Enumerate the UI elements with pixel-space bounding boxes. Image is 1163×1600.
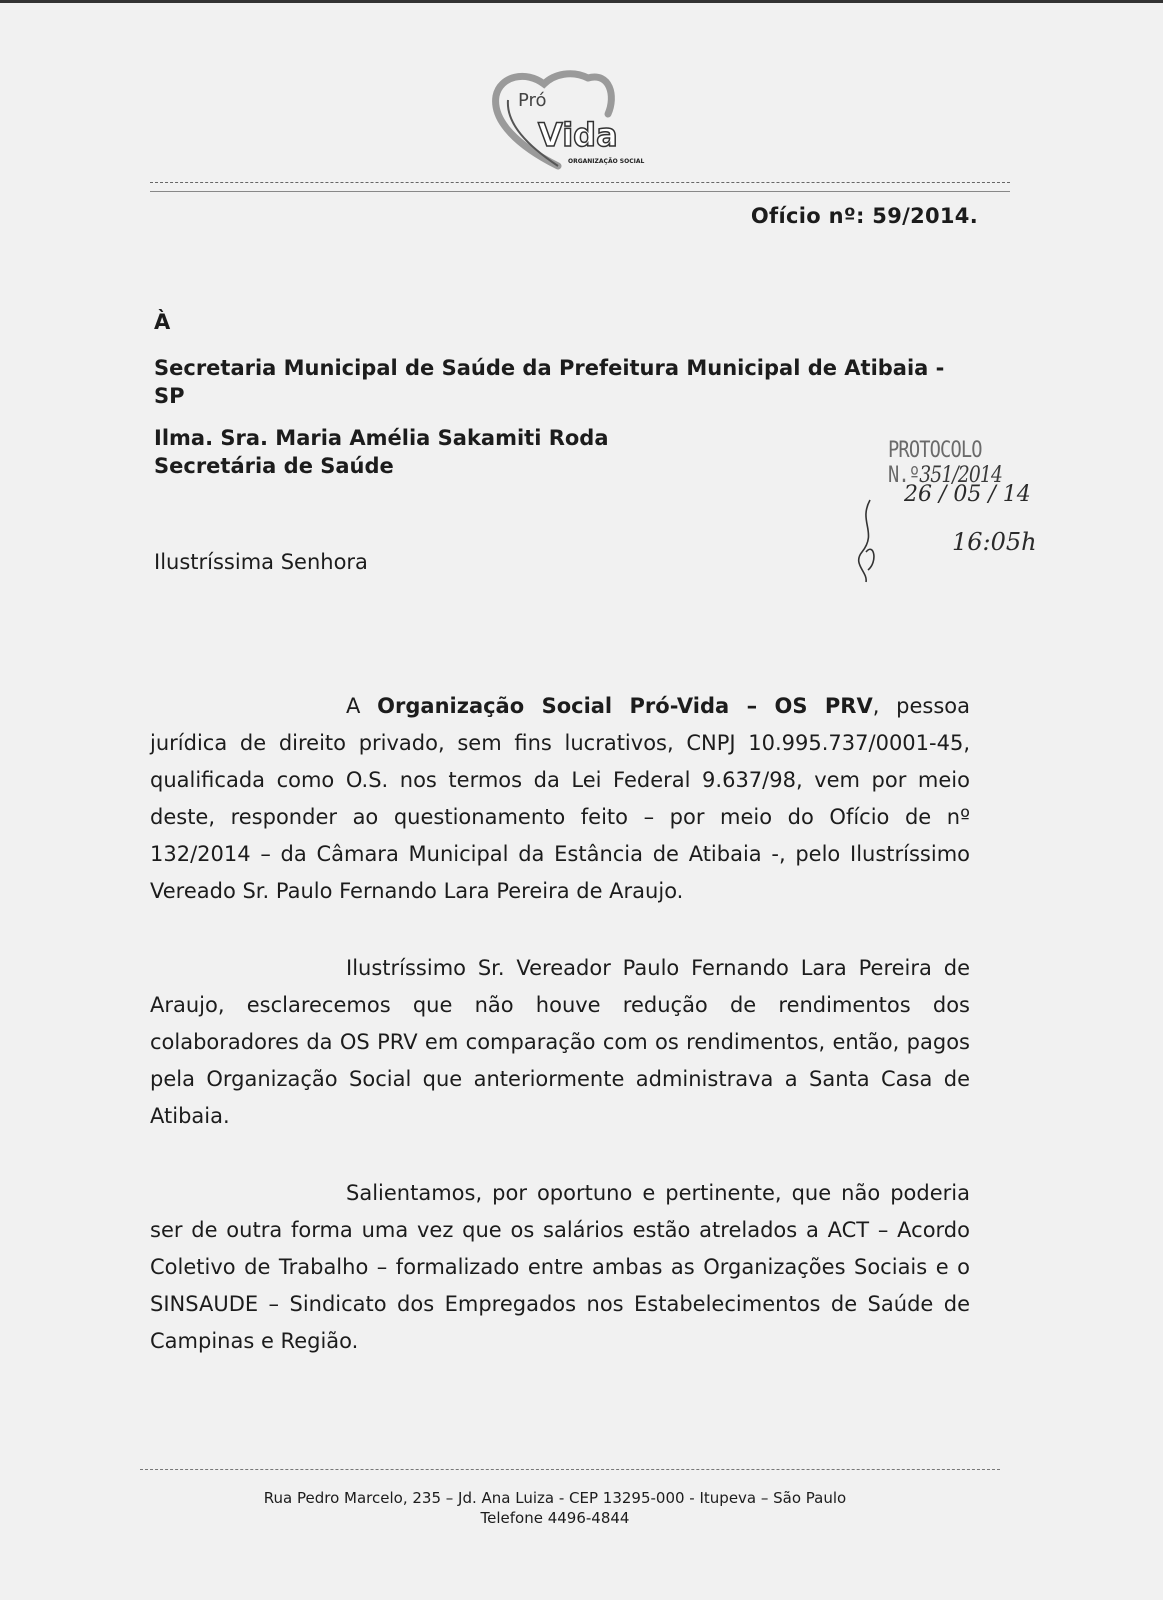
scan-top-edge: [0, 0, 1163, 3]
header-rule: [150, 191, 1010, 192]
footer-address: Rua Pedro Marcelo, 235 – Jd. Ana Luiza - CEP 13295-000 - Itupeva – São Paulo: [263, 1489, 847, 1507]
protocol-stamp: [848, 432, 1138, 592]
paragraph-2: Ilustríssimo Sr. Vereador Paulo Fernando Lara Pereira de Araujo, esclarecemos que não houve redução de rendimentos dos colaboradores da OS PRV em comparação com os rendimentos, então, pagos pela Organização Social que anteriormente administrava a Santa Casa de Atibaia.: [150, 956, 970, 1128]
addressee-line1: Secretaria Municipal de Saúde da Prefeitura Municipal de Atibaia -: [154, 356, 945, 380]
paragraph-1: [150, 688, 970, 910]
oficio-number: Ofício nº: 59/2014.: [750, 204, 978, 228]
logo-subtitle: ORGANIZAÇÃO SOCIAL: [568, 158, 645, 165]
heart-logo-icon: [488, 66, 658, 176]
addressee-a: À: [154, 310, 171, 334]
addressee-title: Secretária de Saúde: [154, 454, 394, 478]
p1-rest: , pessoa jurídica de direito privado, sem fins lucrativos, CNPJ 10.995.737/0001-45, qualificada como O.S. nos termos da Lei Federal 9.637/98, vem por meio deste, responder ao questionamento feito – por meio do Ofício de nº 132/2014 – da Câmara Municipal da Estância de Atibaia -, pelo Ilustríssimo Vereado Sr. Paulo Fernando Lara Pereira de Araujo.: [150, 694, 970, 903]
stamp-number: 351/2014: [919, 463, 1003, 488]
logo-pro-text: Pró: [518, 90, 547, 111]
logo-vida-text: Vida: [538, 116, 618, 154]
p1-lead: A: [346, 694, 361, 718]
addressee-line2: SP: [154, 384, 185, 408]
signature-icon: [848, 492, 888, 592]
paragraph-3: Salientamos, por oportuno e pertinente, que não poderia ser de outra forma uma vez que os salários estão atrelados a ACT – Acordo Coletivo de Trabalho – formalizado entre ambas as Organizações Sociais e o SINSAUDE – Sindicato dos Empregados nos Estabelecimentos de Saúde de Campinas e Região.: [150, 1181, 970, 1353]
footer: [0, 1488, 1110, 1528]
addressee-recipient: Ilma. Sra. Maria Amélia Sakamiti Roda: [154, 426, 609, 450]
p1-bold: Organização Social Pró-Vida – OS PRV: [377, 694, 873, 718]
stamp-label-text: PROTOCOLO N.º: [888, 438, 982, 488]
footer-phone: Telefone 4496-4844: [480, 1509, 630, 1527]
stamp-date: 26 / 05 / 14: [904, 482, 1031, 507]
header-rule-dashed: [150, 182, 1010, 183]
stamp-time: 16:05h: [952, 528, 1037, 556]
pro-vida-logo: [488, 66, 658, 176]
addressee-block: [154, 308, 944, 480]
salutation: Ilustríssima Senhora: [154, 550, 368, 574]
footer-rule: [140, 1469, 1000, 1470]
stamp-label: [888, 438, 1101, 488]
